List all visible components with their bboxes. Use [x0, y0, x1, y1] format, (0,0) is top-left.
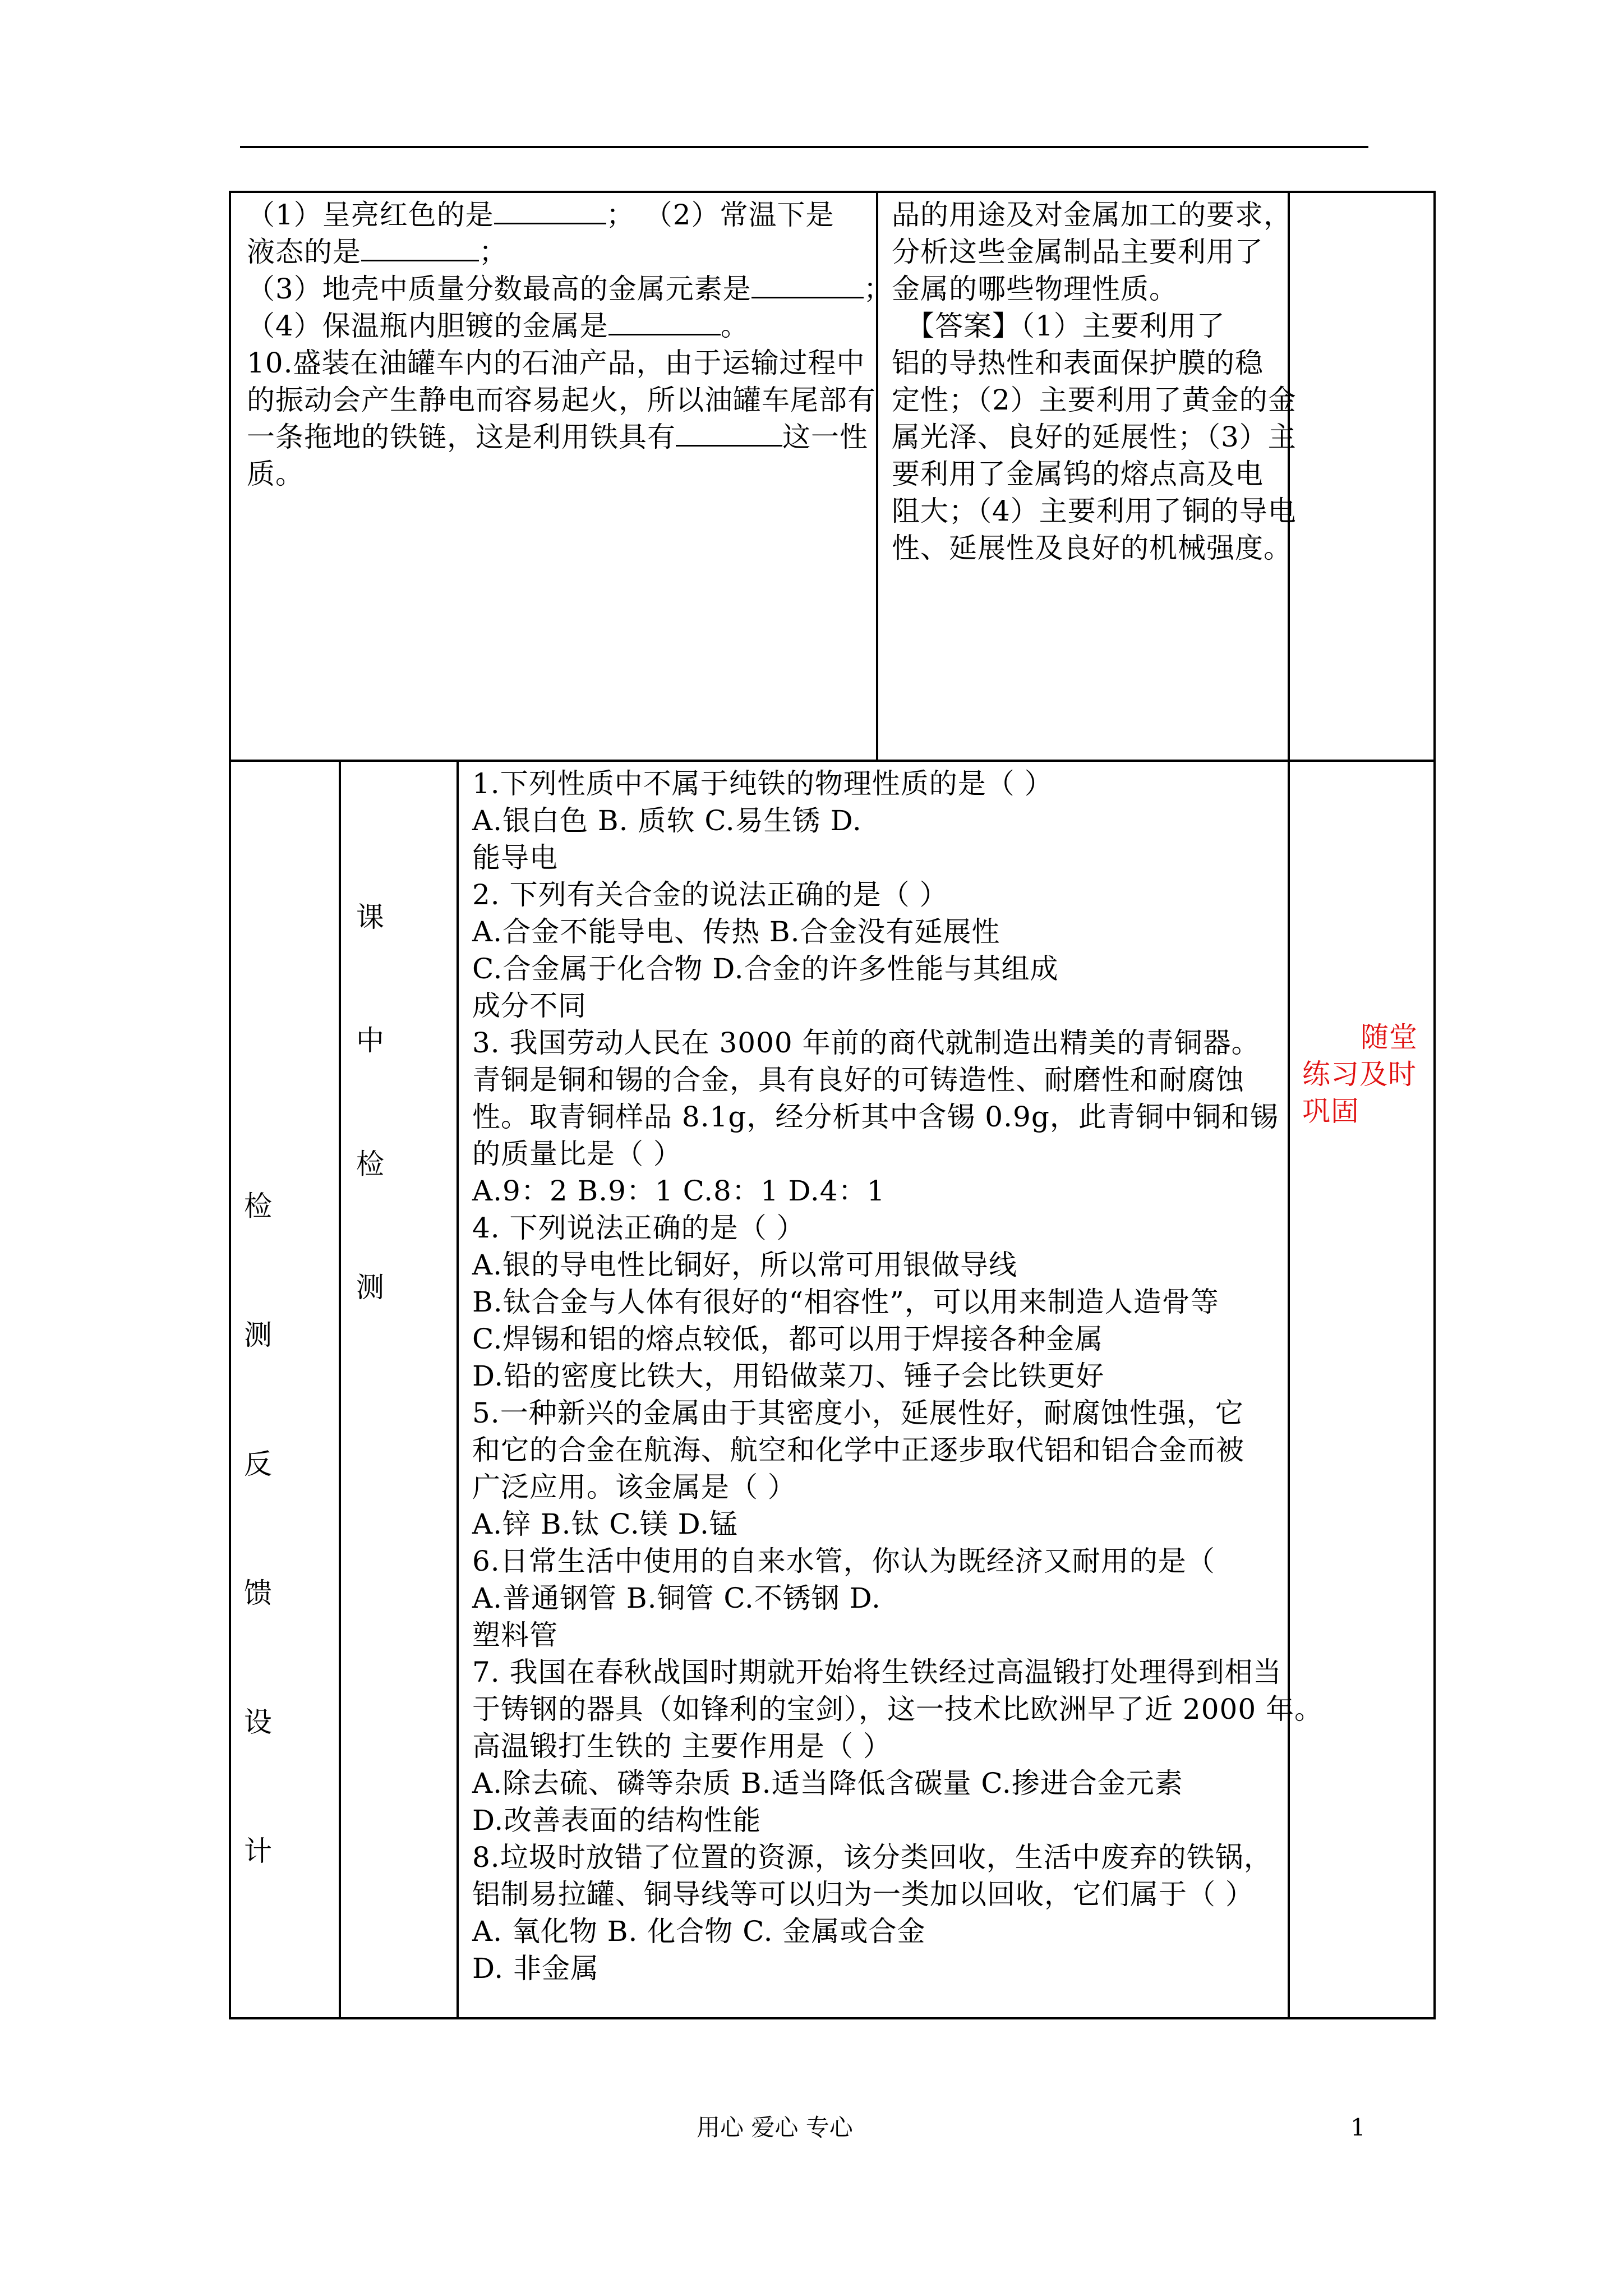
table-top-border [229, 191, 1435, 193]
answer-line: 阻大；（4）主要利用了铜的导电 [892, 495, 1297, 527]
question-line: A.锌 B.钛 C.镁 D.锰 [472, 1508, 738, 1540]
note-line: 随堂 [1361, 1021, 1418, 1053]
question-line: 于铸钢的器具（如锋利的宝剑），这一技术比欧洲早了近 2000 年。 [472, 1693, 1324, 1726]
question-line: D.改善表面的结构性能 [472, 1804, 762, 1837]
question-line: A.银白色 B. 质软 C.易生锈 D. [472, 804, 862, 837]
question-line: 性。取青铜样品 8.1g，经分析其中含锡 0.9g，此青铜中铜和锡 [472, 1101, 1279, 1133]
table-left-border [229, 191, 231, 2019]
note-line: 巩固 [1302, 1095, 1359, 1128]
answer-blank[interactable] [676, 420, 782, 447]
text-line: （4）保温瓶内胆镀的金属是 。 [247, 310, 749, 342]
answer-line: 【答案】（1）主要利用了 [892, 310, 1225, 342]
answer-line: 属光泽、良好的延展性；（3）主 [892, 421, 1297, 453]
answer-line: 品的用途及对金属加工的要求， [892, 199, 1292, 231]
question-line: 铝制易拉罐、铜导线等可以归为一类加以回收，它们属于（ ） [472, 1878, 1254, 1911]
text-line: 液态的是 ； [247, 236, 508, 268]
question-line: 广泛应用。该金属是（ ） [472, 1471, 796, 1503]
question-line: 4. 下列说法正确的是（ ） [472, 1212, 805, 1244]
question-line: 2. 下列有关合金的说法正确的是（ ） [472, 878, 948, 911]
footer-motto: 用心 爱心 专心 [697, 2114, 853, 2141]
question-line: 3. 我国劳动人民在 3000 年前的商代就制造出精美的青铜器。 [472, 1027, 1260, 1059]
answer-line: 定性；（2）主要利用了黄金的金 [892, 384, 1297, 416]
sub-label-char: 中 [356, 1024, 384, 1057]
text-line: 一条拖地的铁链，这是利用铁具有 这一性 [247, 421, 868, 453]
question-line: 和它的合金在航海、航空和化学中正逐步取代铝和铝合金而被 [472, 1434, 1244, 1466]
question-line: 青铜是铜和锡的合金，具有良好的可铸造性、耐磨性和耐腐蚀 [472, 1064, 1244, 1096]
sub-label-char: 检 [356, 1148, 384, 1180]
answer-blank[interactable] [361, 235, 479, 261]
question-line: 能导电 [472, 841, 558, 874]
page-number: 1 [1350, 2114, 1366, 2141]
question-line: C.合金属于化合物 D.合金的许多性能与其组成 [472, 953, 1059, 985]
text-line: 质。 [247, 458, 304, 490]
table-bottom-border [229, 2017, 1435, 2019]
question-line: A.除去硫、磷等杂质 B.适当降低含碳量 C.掺进合金元素 [472, 1767, 1183, 1800]
answer-line: 金属的哪些物理性质。 [892, 273, 1178, 305]
text-line: 的振动会产生静电而容易起火，所以油罐车尾部有 [247, 384, 876, 416]
note-line: 练习及时 [1302, 1058, 1417, 1091]
answer-line: 要利用了金属钨的熔点高及电 [892, 458, 1264, 490]
question-line: 高温锻打生铁的 主要作用是（ ） [472, 1730, 892, 1763]
answer-line: 性、延展性及良好的机械强度。 [892, 532, 1292, 564]
text-line: （3）地壳中质量分数最高的金属元素是 ； [247, 273, 892, 305]
table-row-divider [229, 760, 1435, 762]
question-line: 6.日常生活中使用的自来水管，你认为既经济又耐用的是（ [472, 1545, 1215, 1577]
question-line: 7. 我国在春秋战国时期就开始将生铁经过高温锻打处理得到相当 [472, 1656, 1282, 1688]
sub-label-char: 课 [356, 901, 384, 933]
text-line: （1）呈亮红色的是 ； （2）常温下是 [247, 199, 834, 231]
question-line: 1.下列性质中不属于纯铁的物理性质的是（ ） [472, 767, 1053, 800]
question-line: A.银的导电性比铜好，所以常可用银做导线 [472, 1249, 1018, 1281]
question-line: 5.一种新兴的金属由于其密度小，延展性好，耐腐蚀性强，它 [472, 1397, 1244, 1429]
question-line: A.9：2 B.9：1 C.8：1 D.4：1 [472, 1175, 886, 1207]
question-line: A.合金不能导电、传热 B.合金没有延展性 [472, 915, 1000, 948]
text-line: 10.盛装在油罐车内的石油产品，由于运输过程中 [247, 347, 865, 379]
section-label-char: 测 [244, 1319, 272, 1351]
section-label-char: 反 [244, 1448, 272, 1480]
question-line: B.钛合金与人体有很好的“相容性”，可以用来制造人造骨等 [472, 1286, 1219, 1318]
question-line: D. 非金属 [472, 1952, 600, 1985]
sub-label-char: 测 [356, 1271, 384, 1304]
section-label-char: 检 [244, 1190, 272, 1222]
question-line: 8.垃圾时放错了位置的资源，该分类回收，生活中废弃的铁锅， [472, 1841, 1272, 1874]
question-line: 的质量比是（ ） [472, 1138, 682, 1170]
question-line: 成分不同 [472, 990, 587, 1022]
table-col-divider-note [1288, 191, 1290, 2019]
question-line: C.焊锡和铝的熔点较低，都可以用于焊接各种金属 [472, 1323, 1104, 1355]
question-line: A. 氧化物 B. 化合物 C. 金属或合金 [472, 1915, 926, 1948]
table-right-border [1433, 191, 1436, 2019]
section-label-char: 馈 [244, 1577, 272, 1609]
answer-line: 铝的导热性和表面保护膜的稳 [892, 347, 1264, 379]
answer-line: 分析这些金属制品主要利用了 [892, 236, 1264, 268]
answer-blank[interactable] [751, 272, 864, 298]
answer-blank[interactable] [608, 309, 721, 335]
section-label-char: 计 [244, 1835, 272, 1867]
header-rule [240, 146, 1368, 148]
question-line: A.普通钢管 B.铜管 C.不锈钢 D. [472, 1582, 881, 1614]
answer-blank[interactable] [494, 198, 606, 224]
section-label-char: 设 [244, 1706, 272, 1738]
question-line: 塑料管 [472, 1619, 558, 1651]
question-line: D.铅的密度比铁大，用铅做菜刀、锤子会比铁更好 [472, 1360, 1105, 1392]
table-col-divider-sublabel [457, 760, 459, 2018]
table-col-divider-label [339, 760, 341, 2018]
